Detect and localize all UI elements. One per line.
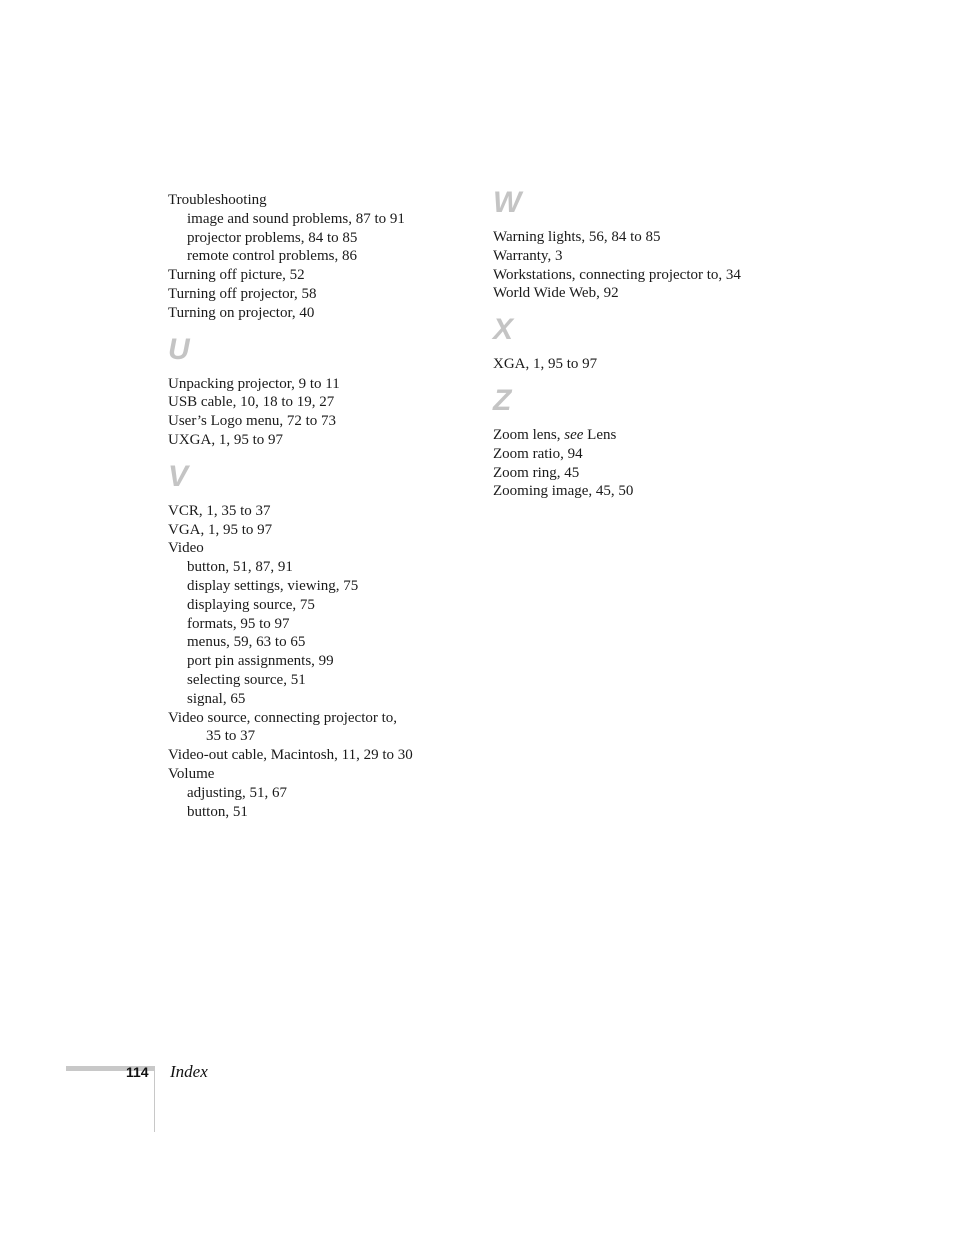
index-entry (493, 426, 793, 445)
index-entry: Zoom ratio, 94 (493, 445, 583, 462)
index-entry: XGA, 1, 95 to 97 (493, 356, 598, 373)
index-entry: Warranty, 3 (493, 247, 563, 264)
section-letter: V (168, 459, 189, 493)
index-subentry: displaying source, 75 (187, 596, 315, 613)
index-entry-text: Zoom lens, (493, 426, 565, 443)
section-letter: U (168, 332, 190, 366)
index-entry: VGA, 1, 95 to 97 (168, 521, 273, 538)
index-entry: Troubleshooting (168, 192, 267, 208)
index-entry: Volume (168, 765, 215, 782)
index-subentry: adjusting, 51, 67 (187, 784, 287, 801)
index-subentry: image and sound problems, 87 to 91 (187, 210, 405, 227)
index-subentry: button, 51 (187, 803, 248, 820)
footer-rule (154, 1066, 155, 1132)
index-subentry: button, 51, 87, 91 (187, 559, 293, 576)
index-entry-text: Lens (583, 426, 617, 443)
index-entry: Zooming image, 45, 50 (493, 483, 634, 500)
index-subentry: display settings, viewing, 75 (187, 577, 359, 594)
index-entry: UXGA, 1, 95 to 97 (168, 431, 283, 448)
index-entry: World Wide Web, 92 (493, 285, 619, 302)
index-entry: VCR, 1, 35 to 37 (168, 502, 271, 519)
index-subentry: selecting source, 51 (187, 671, 306, 688)
index-entry: Turning off picture, 52 (168, 267, 305, 284)
index-entry: Video (168, 540, 204, 557)
index-entry: Turning on projector, 40 (168, 304, 315, 321)
section-letter: X (493, 313, 514, 347)
index-subentry: formats, 95 to 97 (187, 615, 290, 632)
index-left-column (168, 191, 468, 821)
index-subentry: signal, 65 (187, 690, 246, 707)
index-entry: Turning off projector, 58 (168, 285, 317, 302)
section-letter: Z (493, 383, 512, 417)
section-letter: W (493, 186, 522, 219)
index-subentry: menus, 59, 63 to 65 (187, 634, 306, 651)
index-subentry: remote control problems, 86 (187, 248, 357, 265)
index-entry: Warning lights, 56, 84 to 85 (493, 229, 661, 245)
index-entry: Video source, connecting projector to, (168, 709, 398, 726)
index-subentry: projector problems, 84 to 85 (187, 229, 358, 246)
section-title: Index (170, 1062, 208, 1081)
index-entry: Zoom ring, 45 (493, 464, 580, 481)
page-number: 114 (126, 1064, 149, 1080)
index-subentry: port pin assignments, 99 (187, 653, 334, 670)
index-entry: USB cable, 10, 18 to 19, 27 (168, 394, 335, 411)
index-entry: Workstations, connecting projector to, 34 (493, 266, 741, 283)
index-entry: Video-out cable, Macintosh, 11, 29 to 30 (168, 747, 413, 764)
index-right-column (493, 186, 793, 501)
index-entry: User’s Logo menu, 72 to 73 (168, 413, 337, 430)
see-reference: see (564, 426, 584, 443)
index-entry: Unpacking projector, 9 to 11 (168, 375, 340, 392)
index-entry: 35 to 37 (206, 728, 256, 745)
